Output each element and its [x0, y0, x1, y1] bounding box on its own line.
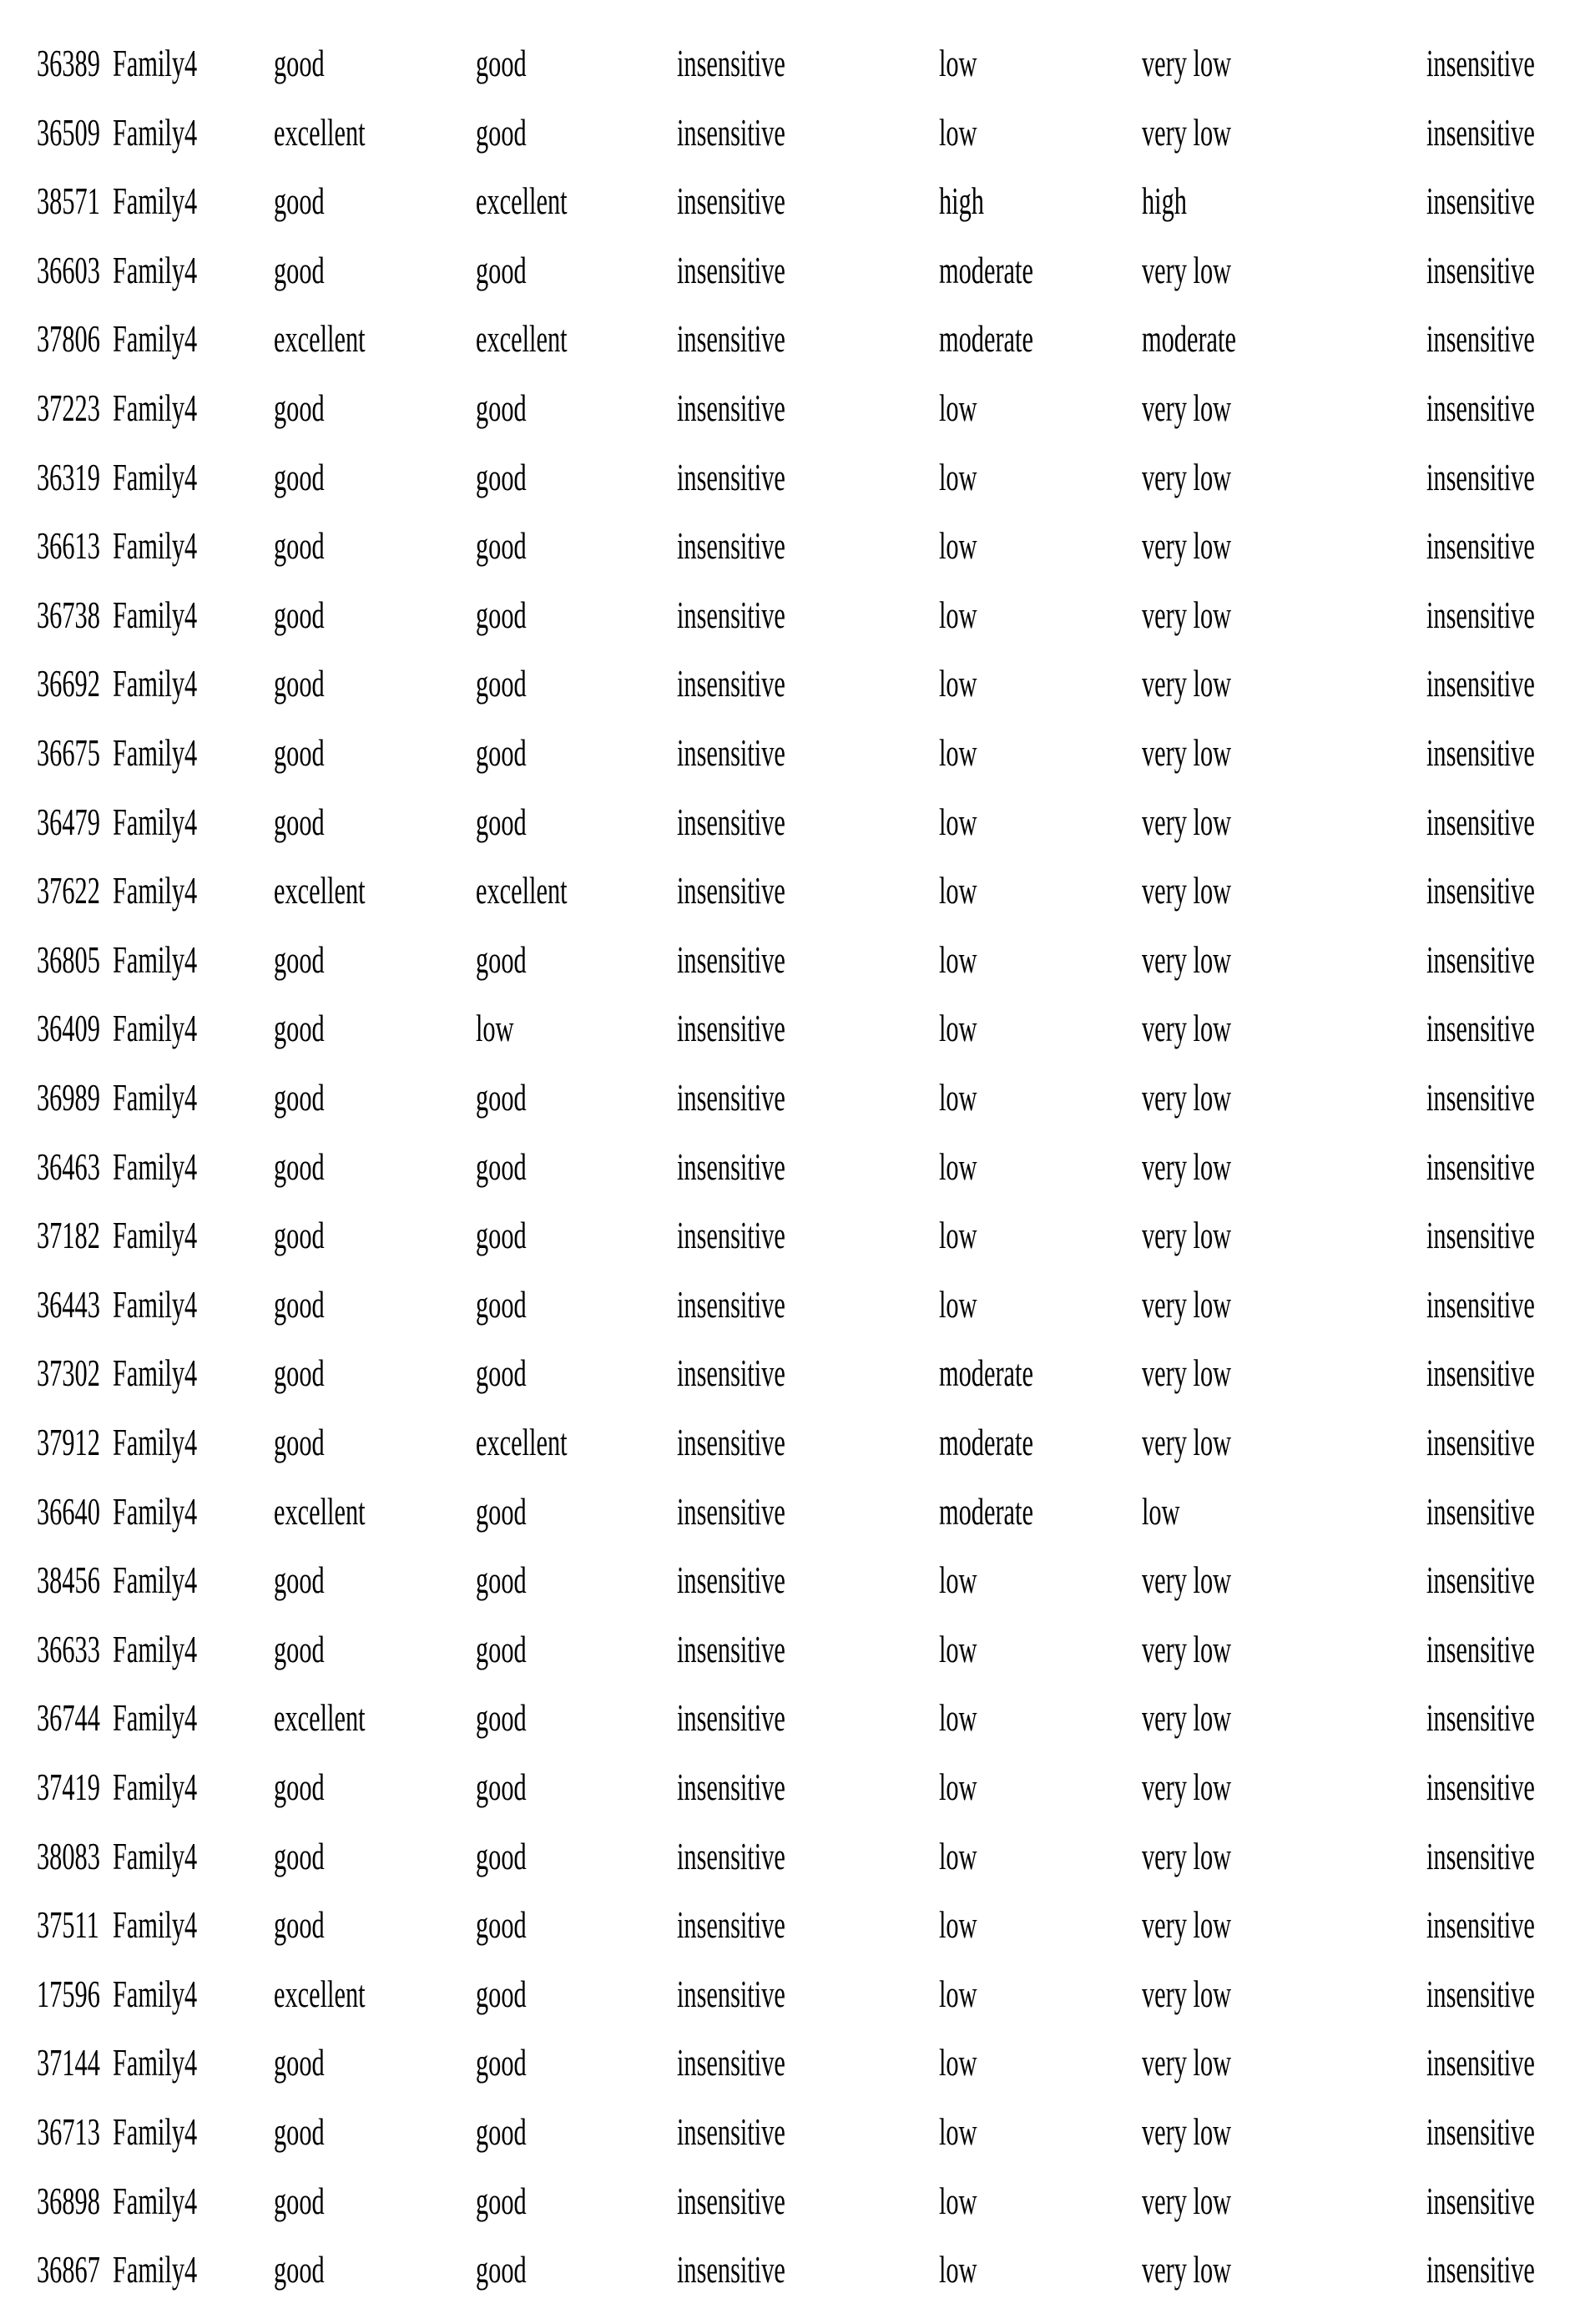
cell-col-8: insensitive: [1426, 1201, 1535, 1270]
cell-id: 36409: [37, 994, 100, 1063]
cell-family: Family4: [113, 994, 197, 1063]
cell-col-5: insensitive: [677, 2167, 785, 2236]
cell-id: 37302: [37, 1339, 100, 1407]
cell-family: Family4: [113, 1271, 197, 1339]
cell-col-3: good: [274, 926, 325, 994]
cell-col-4: excellent: [476, 856, 568, 925]
table-row: [0, 1271, 1570, 1339]
table-row: [0, 512, 1570, 580]
table-row: [0, 2236, 1570, 2304]
table-row: [0, 1478, 1570, 1546]
table-row: [0, 581, 1570, 649]
cell-col-5: insensitive: [677, 512, 785, 580]
cell-col-7: very low: [1142, 29, 1231, 98]
cell-col-7: very low: [1142, 1684, 1231, 1752]
cell-col-4: good: [476, 581, 527, 649]
cell-col-7: very low: [1142, 926, 1231, 994]
cell-col-3: good: [274, 581, 325, 649]
cell-family: Family4: [113, 2236, 197, 2304]
cell-col-8: insensitive: [1426, 1271, 1535, 1339]
cell-col-4: good: [476, 1684, 527, 1752]
cell-col-4: excellent: [476, 1408, 568, 1477]
table-row: [0, 305, 1570, 373]
cell-col-3: good: [274, 167, 325, 235]
cell-family: Family4: [113, 2167, 197, 2236]
cell-col-6: low: [939, 856, 977, 925]
cell-col-7: very low: [1142, 1408, 1231, 1477]
table-row: [0, 1960, 1570, 2028]
cell-col-6: low: [939, 1271, 977, 1339]
table-row: [0, 2028, 1570, 2097]
cell-col-5: insensitive: [677, 29, 785, 98]
cell-family: Family4: [113, 2028, 197, 2097]
cell-col-4: low: [476, 994, 514, 1063]
cell-col-5: insensitive: [677, 994, 785, 1063]
cell-family: Family4: [113, 374, 197, 442]
cell-col-3: good: [274, 649, 325, 718]
cell-col-4: good: [476, 236, 527, 305]
table-row: [0, 2098, 1570, 2166]
cell-col-3: good: [274, 1339, 325, 1407]
cell-col-5: insensitive: [677, 99, 785, 167]
cell-col-3: excellent: [274, 99, 366, 167]
cell-col-4: excellent: [476, 167, 568, 235]
table-row: [0, 1339, 1570, 1407]
cell-id: 38571: [37, 167, 100, 235]
cell-col-7: very low: [1142, 2098, 1231, 2166]
cell-col-5: insensitive: [677, 1546, 785, 1614]
cell-col-4: good: [476, 1960, 527, 2028]
cell-family: Family4: [113, 581, 197, 649]
cell-col-5: insensitive: [677, 788, 785, 856]
cell-col-7: very low: [1142, 99, 1231, 167]
cell-col-4: good: [476, 1271, 527, 1339]
cell-col-4: good: [476, 512, 527, 580]
cell-col-6: low: [939, 443, 977, 512]
cell-col-7: very low: [1142, 2167, 1231, 2236]
cell-col-7: very low: [1142, 1201, 1231, 1270]
table-row: [0, 1546, 1570, 1614]
cell-col-5: insensitive: [677, 1822, 785, 1891]
table-row: [0, 2167, 1570, 2236]
table-row: [0, 1753, 1570, 1821]
cell-col-7: very low: [1142, 1960, 1231, 2028]
cell-col-4: good: [476, 2098, 527, 2166]
cell-col-3: good: [274, 1408, 325, 1477]
cell-col-3: good: [274, 2167, 325, 2236]
cell-col-7: very low: [1142, 856, 1231, 925]
cell-col-3: good: [274, 719, 325, 787]
cell-col-6: low: [939, 2167, 977, 2236]
cell-col-8: insensitive: [1426, 788, 1535, 856]
cell-col-7: very low: [1142, 2236, 1231, 2304]
cell-col-5: insensitive: [677, 1133, 785, 1201]
cell-col-8: insensitive: [1426, 2098, 1535, 2166]
cell-col-4: good: [476, 1615, 527, 1684]
cell-id: 37223: [37, 374, 100, 442]
cell-id: 36713: [37, 2098, 100, 2166]
cell-col-4: excellent: [476, 305, 568, 373]
cell-col-6: low: [939, 1201, 977, 1270]
cell-id: 36463: [37, 1133, 100, 1201]
cell-col-8: insensitive: [1426, 649, 1535, 718]
cell-col-5: insensitive: [677, 1339, 785, 1407]
cell-col-4: good: [476, 1201, 527, 1270]
cell-family: Family4: [113, 1063, 197, 1132]
cell-family: Family4: [113, 1201, 197, 1270]
cell-col-8: insensitive: [1426, 236, 1535, 305]
table-row: [0, 29, 1570, 98]
cell-col-7: high: [1142, 167, 1187, 235]
cell-col-5: insensitive: [677, 581, 785, 649]
cell-col-6: moderate: [939, 1408, 1033, 1477]
cell-col-3: excellent: [274, 1478, 366, 1546]
table-row: [0, 1615, 1570, 1684]
table-row: [0, 649, 1570, 718]
cell-col-4: good: [476, 374, 527, 442]
cell-col-3: excellent: [274, 1684, 366, 1752]
cell-family: Family4: [113, 443, 197, 512]
cell-col-4: good: [476, 443, 527, 512]
cell-col-7: very low: [1142, 512, 1231, 580]
table-row: [0, 374, 1570, 442]
cell-col-8: insensitive: [1426, 1822, 1535, 1891]
cell-col-4: good: [476, 1753, 527, 1821]
cell-col-8: insensitive: [1426, 1615, 1535, 1684]
cell-family: Family4: [113, 1684, 197, 1752]
cell-col-7: moderate: [1142, 305, 1236, 373]
cell-id: 36867: [37, 2236, 100, 2304]
cell-family: Family4: [113, 99, 197, 167]
table-row: [0, 167, 1570, 235]
cell-id: 36898: [37, 2167, 100, 2236]
cell-id: 37511: [37, 1891, 99, 1959]
cell-family: Family4: [113, 236, 197, 305]
cell-id: 36805: [37, 926, 100, 994]
cell-col-5: insensitive: [677, 1960, 785, 2028]
cell-col-6: low: [939, 1546, 977, 1614]
cell-id: 37419: [37, 1753, 100, 1821]
cell-col-6: low: [939, 719, 977, 787]
table-row: [0, 719, 1570, 787]
cell-col-7: low: [1142, 1478, 1180, 1546]
cell-col-5: insensitive: [677, 1408, 785, 1477]
cell-col-7: very low: [1142, 236, 1231, 305]
cell-id: 38456: [37, 1546, 100, 1614]
cell-col-6: low: [939, 2236, 977, 2304]
cell-col-7: very low: [1142, 1615, 1231, 1684]
cell-col-6: low: [939, 512, 977, 580]
cell-col-7: very low: [1142, 1063, 1231, 1132]
table-row: [0, 236, 1570, 305]
cell-col-8: insensitive: [1426, 581, 1535, 649]
cell-col-4: good: [476, 1339, 527, 1407]
cell-family: Family4: [113, 1478, 197, 1546]
cell-col-5: insensitive: [677, 1753, 785, 1821]
table-row: [0, 926, 1570, 994]
cell-col-8: insensitive: [1426, 856, 1535, 925]
cell-col-3: good: [274, 2098, 325, 2166]
cell-col-6: low: [939, 1063, 977, 1132]
cell-col-5: insensitive: [677, 374, 785, 442]
cell-id: 36692: [37, 649, 100, 718]
cell-family: Family4: [113, 1753, 197, 1821]
cell-id: 36640: [37, 1478, 100, 1546]
cell-col-8: insensitive: [1426, 1478, 1535, 1546]
cell-col-3: excellent: [274, 856, 366, 925]
cell-col-4: good: [476, 1546, 527, 1614]
cell-col-8: insensitive: [1426, 1063, 1535, 1132]
cell-col-6: moderate: [939, 1339, 1033, 1407]
cell-col-8: insensitive: [1426, 1546, 1535, 1614]
cell-col-6: moderate: [939, 1478, 1033, 1546]
cell-col-3: good: [274, 512, 325, 580]
cell-col-7: very low: [1142, 581, 1231, 649]
cell-col-6: low: [939, 1753, 977, 1821]
cell-family: Family4: [113, 1408, 197, 1477]
cell-col-8: insensitive: [1426, 719, 1535, 787]
cell-col-7: very low: [1142, 2028, 1231, 2097]
cell-col-6: low: [939, 1133, 977, 1201]
cell-family: Family4: [113, 1546, 197, 1614]
cell-col-6: low: [939, 1615, 977, 1684]
cell-col-5: insensitive: [677, 1891, 785, 1959]
cell-col-6: low: [939, 1684, 977, 1752]
cell-family: Family4: [113, 1133, 197, 1201]
table-row: [0, 856, 1570, 925]
cell-col-6: low: [939, 2098, 977, 2166]
cell-col-7: very low: [1142, 1753, 1231, 1821]
cell-id: 17596: [37, 1960, 100, 2028]
cell-col-7: very low: [1142, 443, 1231, 512]
cell-col-8: insensitive: [1426, 305, 1535, 373]
cell-family: Family4: [113, 1339, 197, 1407]
cell-col-6: low: [939, 926, 977, 994]
cell-col-3: good: [274, 994, 325, 1063]
cell-col-3: good: [274, 443, 325, 512]
cell-col-8: insensitive: [1426, 167, 1535, 235]
cell-id: 36389: [37, 29, 100, 98]
cell-col-8: insensitive: [1426, 926, 1535, 994]
cell-id: 36509: [37, 99, 100, 167]
cell-family: Family4: [113, 719, 197, 787]
table-row: [0, 994, 1570, 1063]
cell-id: 37912: [37, 1408, 100, 1477]
cell-col-4: good: [476, 1891, 527, 1959]
cell-col-4: good: [476, 649, 527, 718]
cell-col-3: excellent: [274, 1960, 366, 2028]
cell-col-8: insensitive: [1426, 994, 1535, 1063]
cell-family: Family4: [113, 1822, 197, 1891]
cell-family: Family4: [113, 1960, 197, 2028]
cell-col-6: low: [939, 1960, 977, 2028]
cell-col-7: very low: [1142, 649, 1231, 718]
cell-col-3: good: [274, 29, 325, 98]
cell-col-4: good: [476, 1063, 527, 1132]
table-row: [0, 1891, 1570, 1959]
table-row: [0, 1201, 1570, 1270]
cell-family: Family4: [113, 2098, 197, 2166]
cell-col-8: insensitive: [1426, 2028, 1535, 2097]
cell-col-3: good: [274, 1753, 325, 1821]
cell-id: 36738: [37, 581, 100, 649]
cell-col-5: insensitive: [677, 305, 785, 373]
cell-id: 36675: [37, 719, 100, 787]
cell-col-6: moderate: [939, 236, 1033, 305]
cell-col-5: insensitive: [677, 1271, 785, 1339]
cell-col-6: low: [939, 994, 977, 1063]
cell-col-7: very low: [1142, 1339, 1231, 1407]
cell-col-3: good: [274, 1822, 325, 1891]
cell-family: Family4: [113, 1891, 197, 1959]
cell-family: Family4: [113, 788, 197, 856]
cell-id: 36443: [37, 1271, 100, 1339]
cell-col-7: very low: [1142, 1133, 1231, 1201]
cell-col-3: good: [274, 1271, 325, 1339]
cell-col-4: good: [476, 926, 527, 994]
cell-col-8: insensitive: [1426, 1960, 1535, 2028]
cell-col-6: low: [939, 1891, 977, 1959]
cell-id: 36633: [37, 1615, 100, 1684]
cell-col-4: good: [476, 719, 527, 787]
cell-id: 36613: [37, 512, 100, 580]
cell-col-4: good: [476, 1478, 527, 1546]
cell-col-8: insensitive: [1426, 2167, 1535, 2236]
cell-family: Family4: [113, 512, 197, 580]
cell-col-8: insensitive: [1426, 1339, 1535, 1407]
cell-col-5: insensitive: [677, 719, 785, 787]
cell-id: 36603: [37, 236, 100, 305]
cell-col-5: insensitive: [677, 443, 785, 512]
cell-col-5: insensitive: [677, 1615, 785, 1684]
cell-col-3: good: [274, 788, 325, 856]
cell-col-6: low: [939, 99, 977, 167]
cell-col-3: good: [274, 1546, 325, 1614]
cell-col-6: low: [939, 29, 977, 98]
cell-col-4: good: [476, 2167, 527, 2236]
cell-col-5: insensitive: [677, 856, 785, 925]
table-row: [0, 1822, 1570, 1891]
cell-col-6: low: [939, 788, 977, 856]
cell-col-5: insensitive: [677, 167, 785, 235]
cell-col-3: good: [274, 236, 325, 305]
cell-col-8: insensitive: [1426, 512, 1535, 580]
cell-col-7: very low: [1142, 1546, 1231, 1614]
cell-col-5: insensitive: [677, 1063, 785, 1132]
cell-col-3: good: [274, 1133, 325, 1201]
cell-col-6: low: [939, 1822, 977, 1891]
cell-col-3: good: [274, 2028, 325, 2097]
table-row: [0, 1684, 1570, 1752]
cell-col-7: very low: [1142, 374, 1231, 442]
cell-id: 37144: [37, 2028, 100, 2097]
cell-id: 36479: [37, 788, 100, 856]
cell-col-4: good: [476, 99, 527, 167]
cell-col-6: low: [939, 581, 977, 649]
cell-family: Family4: [113, 167, 197, 235]
cell-col-4: good: [476, 1133, 527, 1201]
cell-col-3: good: [274, 1615, 325, 1684]
cell-family: Family4: [113, 305, 197, 373]
cell-family: Family4: [113, 29, 197, 98]
cell-col-3: good: [274, 1063, 325, 1132]
cell-col-4: good: [476, 29, 527, 98]
cell-col-7: very low: [1142, 719, 1231, 787]
cell-id: 36989: [37, 1063, 100, 1132]
cell-col-5: insensitive: [677, 2028, 785, 2097]
cell-col-5: insensitive: [677, 1201, 785, 1270]
cell-col-6: low: [939, 2028, 977, 2097]
table-row: [0, 443, 1570, 512]
cell-col-8: insensitive: [1426, 1684, 1535, 1752]
table-row: [0, 788, 1570, 856]
cell-id: 38083: [37, 1822, 100, 1891]
cell-col-7: very low: [1142, 1271, 1231, 1339]
cell-col-5: insensitive: [677, 649, 785, 718]
cell-col-3: good: [274, 2236, 325, 2304]
table-row: [0, 1408, 1570, 1477]
cell-col-3: good: [274, 1891, 325, 1959]
cell-col-8: insensitive: [1426, 1408, 1535, 1477]
cell-id: 36744: [37, 1684, 100, 1752]
cell-id: 37806: [37, 305, 100, 373]
cell-col-3: good: [274, 1201, 325, 1270]
cell-col-4: good: [476, 2028, 527, 2097]
cell-col-3: good: [274, 374, 325, 442]
table-row: [0, 1063, 1570, 1132]
cell-col-8: insensitive: [1426, 2236, 1535, 2304]
cell-col-5: insensitive: [677, 2098, 785, 2166]
cell-col-8: insensitive: [1426, 29, 1535, 98]
cell-col-8: insensitive: [1426, 99, 1535, 167]
cell-id: 36319: [37, 443, 100, 512]
table-row: [0, 1133, 1570, 1201]
cell-col-5: insensitive: [677, 1478, 785, 1546]
cell-col-6: low: [939, 374, 977, 442]
cell-col-8: insensitive: [1426, 1891, 1535, 1959]
cell-id: 37182: [37, 1201, 100, 1270]
cell-family: Family4: [113, 856, 197, 925]
cell-col-6: moderate: [939, 305, 1033, 373]
cell-col-4: good: [476, 788, 527, 856]
cell-col-8: insensitive: [1426, 443, 1535, 512]
cell-family: Family4: [113, 649, 197, 718]
cell-col-7: very low: [1142, 994, 1231, 1063]
cell-col-5: insensitive: [677, 926, 785, 994]
cell-col-3: excellent: [274, 305, 366, 373]
cell-col-6: high: [939, 167, 984, 235]
cell-col-7: very low: [1142, 788, 1231, 856]
cell-col-5: insensitive: [677, 1684, 785, 1752]
cell-family: Family4: [113, 926, 197, 994]
cell-family: Family4: [113, 1615, 197, 1684]
cell-col-8: insensitive: [1426, 374, 1535, 442]
cell-col-7: very low: [1142, 1891, 1231, 1959]
cell-col-4: good: [476, 2236, 527, 2304]
cell-col-8: insensitive: [1426, 1133, 1535, 1201]
cell-col-6: low: [939, 649, 977, 718]
cell-col-4: good: [476, 1822, 527, 1891]
cell-col-5: insensitive: [677, 2236, 785, 2304]
cell-id: 37622: [37, 856, 100, 925]
table-row: [0, 99, 1570, 167]
cell-col-5: insensitive: [677, 236, 785, 305]
cell-col-7: very low: [1142, 1822, 1231, 1891]
cell-col-8: insensitive: [1426, 1753, 1535, 1821]
